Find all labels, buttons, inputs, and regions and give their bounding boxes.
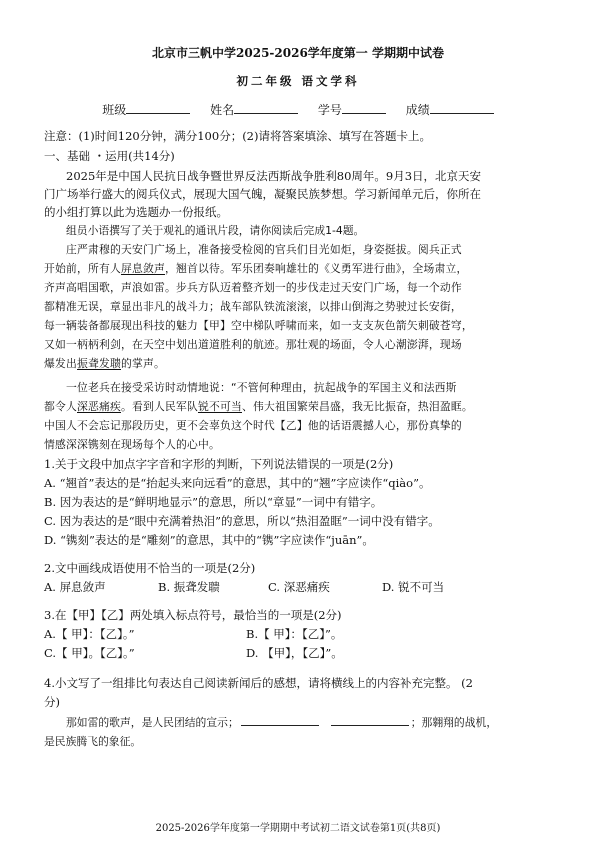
underlined-idiom-1: 屏息敛声: [120, 262, 165, 275]
passage2-line-1: 一位老兵在接受采访时动情地说：“不管何种理由，抗起战争的军国主义和法西斯: [66, 381, 457, 394]
name-blank[interactable]: [234, 102, 298, 114]
question-2-option-d[interactable]: D. 锐不可当: [382, 580, 445, 594]
class-field: 班级: [102, 101, 190, 118]
notice: 注意：(1)时间120分钟，满分100分；(2)请将答案填涂、填写在答题卡上。: [44, 129, 431, 143]
passage1-line-7: 爆发出振聋发聩的掌声。: [44, 357, 165, 370]
question-1-option-b[interactable]: B. 因为表达的是“鲜明地显示”的意思，所以“章显”一词中有错字。: [44, 495, 383, 509]
question-3-option-b[interactable]: B.【 甲】：【乙】”。: [246, 627, 343, 641]
question-2-stem: 2.文中画线成语使用不恰当的一项是(2分): [44, 561, 256, 575]
question-2-option-b[interactable]: B. 振聋发聩: [158, 580, 220, 594]
question-3-option-c[interactable]: C.【 甲】。【乙】。”: [44, 646, 135, 660]
task-line: 组员小语撰写了关于观礼的通讯片段，请你阅读后完成1-4题。: [66, 224, 365, 237]
exam-title: 北京市三帆中学2025-2026学年度第一 学期期中试卷: [152, 46, 444, 60]
answer-blank-2[interactable]: [331, 715, 409, 726]
question-3-option-d[interactable]: D. 【甲】，【乙】”。: [246, 646, 343, 660]
passage1-line-4: 都精准无误，章显出非凡的战斗力；战车部队铁流滚滚，以排山倒海之势驶过长安街，: [44, 300, 462, 313]
question-1-option-c[interactable]: C. 因为表达的是“眼中充满着热泪”的意思，所以“热泪盈眶”一词中没有错字。: [44, 514, 440, 528]
student-number-blank[interactable]: [342, 102, 386, 114]
page-footer: 2025-2026学年度第一学期期中考试初二语文试卷第1页(共8页): [155, 823, 441, 834]
passage1-line-1: 庄严肃穆的天安门广场上，准备接受检阅的官兵们目光如炬，身姿挺拔。阅兵正式: [66, 243, 462, 256]
passage2-line-4: 情感深深镌刻在现场每个人的心中。: [44, 438, 220, 451]
question-4-answer-line-1: 那如雷的歌声，是人民团结的宣示； ；那翱翔的战机，: [66, 716, 498, 729]
question-1-option-a[interactable]: A. “翘首”表达的是“抬起头来向远看”的意思，其中的“翘”字应读作“qiào”。: [44, 476, 431, 490]
underlined-idiom-3: 深恶痛疾: [77, 400, 121, 413]
intro-line-3: 的小组打算以此为选题办一份报纸。: [44, 205, 228, 219]
question-1-option-d[interactable]: D. “镌刻”表达的是“雕刻”的意思，其中的“镌”字应读作“juān”。: [44, 533, 374, 547]
question-4-answer-line-2: 是民族腾飞的象征。: [44, 735, 142, 748]
underlined-idiom-4: 锐不可当: [197, 400, 242, 413]
section-heading: 一、基础 ・运用(共14分): [44, 149, 175, 163]
score-field: 成绩: [406, 101, 494, 118]
question-2-option-a[interactable]: A. 屏息敛声: [44, 580, 106, 594]
question-3-stem: 3.在【甲】【乙】两处填入标点符号，最恰当的一项是(2分): [44, 608, 342, 622]
name-field: 姓名: [210, 101, 298, 118]
score-blank[interactable]: [430, 102, 494, 114]
student-info-line: [0, 101, 596, 118]
question-3-option-a[interactable]: A.【 甲】：【乙】。”: [44, 627, 135, 641]
passage2-line-3: 中国人不会忘记那段历史，更不会辜负这个时代【乙】他的话语震撼人心，那份真挚的: [44, 419, 462, 432]
passage1-line-6: 又如一柄柄利剑，在天空中划出道道胜利的航迹。那壮观的场面，令人心潮澎湃，现场: [44, 338, 462, 351]
question-1-stem: 1.关于文段中加点字字音和字形的判断，下列说法错误的一项是(2分): [44, 457, 394, 471]
passage1-line-3: 齐声高唱国歌，声浪如雷。步兵方队迈着整齐划一的步伐走过天安门广场，每一个动作: [44, 281, 462, 294]
question-4-stem-line-1: 4.小文写了一组排比句表达自己阅读新闻后的感想，请将横线上的内容补充完整。 (2: [44, 676, 473, 690]
intro-line-1: 2025年是中国人民抗日战争暨世界反法西斯战争胜利80周年。9月3日，北京天安: [66, 169, 482, 183]
passage1-line-5: 每一辆装备都展现出科技的魅力【甲】空中梯队呼啸而来，如一支支灰色箭矢刺破苍穹，: [44, 319, 473, 332]
underlined-idiom-2: 振聋发聩: [77, 357, 121, 370]
class-blank[interactable]: [126, 102, 190, 114]
answer-blank-1[interactable]: [241, 715, 319, 726]
passage2-line-2: 都令人深恶痛疾。看到人民军队锐不可当、伟大祖国繁荣昌盛，我无比振奋，热泪盈眶。: [44, 400, 473, 413]
question-4-stem-line-2: 分): [44, 695, 60, 709]
intro-line-2: 门广场举行盛大的阅兵仪式，展现大国气魄，凝聚民族梦想。学习新闻单元后，你所在: [44, 187, 481, 201]
student-number-field: 学号: [318, 101, 386, 118]
question-2-option-c[interactable]: C. 深恶痛疾: [268, 580, 330, 594]
passage1-line-2: 开始前，所有人屏息敛声，翘首以待。军乐团奏响雄壮的《义勇军进行曲》，全场肃立，: [44, 262, 468, 275]
exam-subtitle: 初二年级 语文学科: [236, 74, 360, 88]
